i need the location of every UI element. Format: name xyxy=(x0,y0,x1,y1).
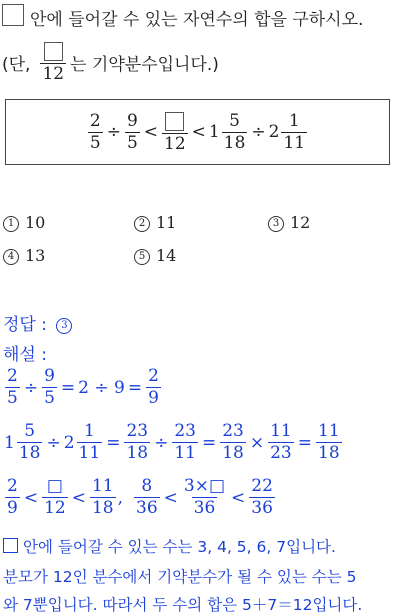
divide-sign: ÷ xyxy=(106,122,121,142)
blank-box xyxy=(3,538,18,553)
blank-box xyxy=(165,112,184,131)
choice-number-circle: 2 xyxy=(134,216,150,232)
choice-number-circle: 5 xyxy=(134,249,150,265)
solution-line-3: $\frac{2}{9}$ < $\frac{□}{12}$ < $\frac{11}{18}$ , $\frac{8}{36}$ < $\frac{3\times□}{36}$ < $\frac{22}{36}$ xyxy=(7,476,273,518)
solution-text-3: 와 7뿐입니다. 따라서 두 수의 합은 5＋7＝12입니다. xyxy=(3,596,363,614)
condition-denominator: 12 xyxy=(42,64,65,84)
solution-line-1: $\frac{2}{5}$ ÷ $\frac{9}{5}$ = 2 ÷ 9 = $\frac{2}{9}$ xyxy=(7,366,159,408)
choice-value: 10 xyxy=(25,213,46,232)
divide-sign: ÷ xyxy=(251,122,266,142)
mixed-whole: 1 xyxy=(208,122,220,142)
solution-text-2: 분모가 12인 분수에서 기약분수가 될 수 있는 수는 5 xyxy=(3,568,357,586)
choice-5[interactable] xyxy=(134,246,176,265)
fraction-1-11: $\frac{1}{11}$ xyxy=(283,110,306,153)
choice-value: 14 xyxy=(156,246,177,265)
choice-2[interactable] xyxy=(134,213,176,232)
fraction-9-5: $\frac{9}{5}$ xyxy=(126,110,138,153)
less-than-sign: < xyxy=(143,122,159,142)
question-text: 안에 들어갈 수 있는 자연수의 합을 구하시오. xyxy=(30,10,364,30)
choice-value: 11 xyxy=(156,213,177,232)
choice-3[interactable] xyxy=(268,213,310,232)
choice-value: 13 xyxy=(25,246,46,265)
less-than-sign: < xyxy=(191,122,206,142)
fraction-5-18: $\frac{5}{18}$ xyxy=(223,110,246,153)
answer-mark: 3 xyxy=(56,318,72,334)
condition-prefix: (단, xyxy=(2,55,31,75)
answer-blank-box xyxy=(2,4,24,26)
choice-number-circle: 1 xyxy=(3,216,19,232)
condition-fraction xyxy=(40,42,66,83)
mixed-whole: 2 xyxy=(268,122,280,142)
inequality-box xyxy=(5,99,390,165)
solution-line-2: 1 $\frac{5}{18}$ ÷ 2 $\frac{1}{11}$ = $\frac{23}{18}$ ÷ $\frac{23}{11}$ = $\frac{23}{18}$ × $\frac{11}{23}$ = $\frac{11}{18}$ xyxy=(4,421,340,463)
explanation-label: 해설 : xyxy=(3,345,47,365)
choice-1[interactable] xyxy=(3,213,45,232)
condition-suffix: 는 기약분수입니다.) xyxy=(70,55,219,75)
solution-text-1: 안에 들어갈 수 있는 수는 3, 4, 5, 6, 7입니다. xyxy=(3,535,336,557)
question-condition xyxy=(2,42,219,83)
choice-value: 12 xyxy=(290,213,311,232)
answer-line xyxy=(3,310,78,335)
choice-number-circle: 4 xyxy=(3,249,19,265)
blank-box xyxy=(44,42,63,61)
choice-4[interactable] xyxy=(3,246,45,265)
answer-label: 정답 : xyxy=(3,315,47,335)
fraction-blank-12: 12 xyxy=(162,112,188,153)
choice-number-circle: 3 xyxy=(268,216,284,232)
solution-mid: 2 ÷ 9 xyxy=(78,377,125,398)
fraction-2-5: $\frac{2}{5}$ xyxy=(89,110,101,153)
